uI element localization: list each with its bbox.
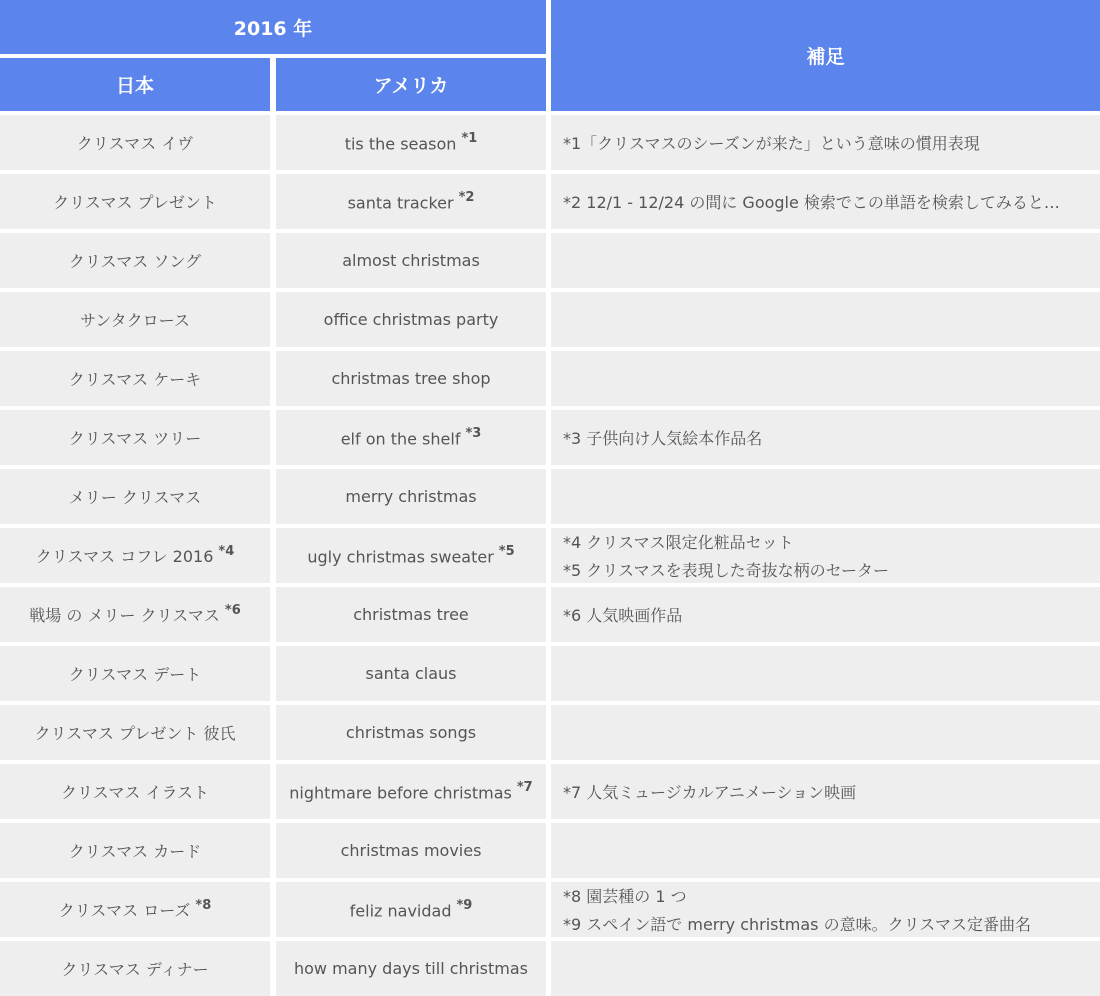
usa-term-cell [276, 351, 546, 406]
japan-term-text: クリスマス ケーキ [68, 370, 202, 389]
usa-term-text: tis the season [344, 134, 457, 154]
japan-term-text: クリスマス プレゼント [53, 193, 217, 212]
japan-term [53, 190, 217, 213]
note-cell [551, 705, 1100, 760]
note-lines [563, 131, 1094, 154]
usa-term-cell [276, 410, 546, 465]
usa-footnote-marker: *3 [465, 425, 482, 441]
usa-term-cell [276, 292, 546, 347]
japan-term-text: クリスマス ローズ [58, 901, 191, 920]
japan-term [29, 603, 240, 626]
japan-term-cell [0, 587, 270, 642]
note-cell [551, 764, 1100, 819]
japan-term-text: サンタクロース [80, 311, 190, 330]
note-line: *2 12/1 - 12/24 の間に Google 検索でこの単語を検索してみると… [563, 193, 1060, 212]
japan-term-text: クリスマス デート [68, 665, 202, 684]
usa-term-cell [276, 233, 546, 288]
japan-term [69, 662, 201, 685]
usa-term [366, 664, 457, 683]
note-cell [551, 292, 1100, 347]
note-cell [551, 174, 1100, 229]
japan-term [69, 367, 201, 390]
usa-footnote-marker: *2 [458, 189, 475, 205]
usa-column-label: アメリカ [373, 75, 449, 97]
note-cell [551, 528, 1100, 583]
notes-header [551, 0, 1100, 111]
usa-term-text: ugly christmas sweater [307, 547, 494, 567]
usa-term [350, 899, 473, 920]
japan-term [69, 839, 201, 862]
usa-term-cell [276, 941, 546, 996]
note-line: *8 園芸種の 1 つ [563, 887, 687, 906]
japan-term-cell [0, 646, 270, 701]
japan-term [59, 898, 212, 921]
note-line: *7 人気ミュージカルアニメーション映画 [563, 783, 857, 802]
note-cell [551, 941, 1100, 996]
japan-term-cell [0, 174, 270, 229]
note-cell [551, 823, 1100, 878]
japan-term-text: クリスマス カード [68, 842, 202, 861]
japan-term [69, 426, 201, 449]
note-line: *1「クリスマスのシーズンが来た」という意味の慣用表現 [563, 134, 980, 153]
note-lines [563, 190, 1094, 213]
note-line: *5 クリスマスを表現した奇抜な柄のセーター [563, 561, 889, 580]
usa-term-text: christmas songs [345, 723, 477, 742]
usa-term-text: how many days till christmas [293, 959, 529, 978]
note-lines [563, 426, 1094, 449]
japan-term-text: クリスマス ソング [68, 252, 202, 271]
usa-term-text: santa claus [365, 664, 457, 683]
japan-term-text: 戦場 の メリー クリスマス [29, 606, 220, 625]
usa-footnote-marker: *5 [498, 543, 515, 559]
usa-term [341, 841, 482, 860]
usa-footnote-marker: *1 [461, 130, 478, 146]
usa-term-text: almost christmas [342, 251, 480, 270]
usa-term [307, 545, 514, 566]
japan-term-cell [0, 764, 270, 819]
usa-term-cell [276, 823, 546, 878]
usa-footnote-marker: *7 [516, 779, 533, 795]
usa-term [345, 132, 478, 153]
japan-term [61, 957, 208, 980]
japan-term-cell [0, 469, 270, 524]
note-cell [551, 587, 1100, 642]
note-cell [551, 882, 1100, 937]
usa-term-cell [276, 646, 546, 701]
japan-term-cell [0, 351, 270, 406]
japan-term [61, 780, 209, 803]
japan-column-header [0, 58, 270, 111]
japan-footnote-marker: *8 [195, 897, 212, 913]
japan-term [35, 721, 236, 744]
japan-term [69, 249, 201, 272]
japan-term [77, 131, 193, 154]
usa-term-text: elf on the shelf [340, 429, 461, 449]
japan-term-cell [0, 233, 270, 288]
japan-term [80, 308, 190, 331]
usa-term-cell [276, 469, 546, 524]
usa-term-text: christmas tree shop [331, 369, 491, 388]
usa-term [331, 369, 490, 388]
note-cell [551, 351, 1100, 406]
japan-footnote-marker: *4 [218, 543, 235, 559]
japan-term-text: クリスマス イヴ [76, 134, 194, 153]
note-cell [551, 469, 1100, 524]
japan-column-label: 日本 [115, 75, 154, 97]
note-line: *6 人気映画作品 [563, 606, 683, 625]
japan-term-cell [0, 823, 270, 878]
japan-term-text: クリスマス ディナー [61, 960, 209, 979]
usa-term-text: christmas tree [353, 605, 469, 624]
japan-term-cell [0, 941, 270, 996]
notes-header-label: 補足 [806, 46, 845, 68]
japan-term-text: クリスマス ツリー [68, 429, 202, 448]
usa-term [341, 427, 482, 448]
usa-term-text: nightmare before christmas [289, 783, 512, 803]
usa-term-text: santa tracker [347, 193, 454, 213]
usa-term-cell [276, 587, 546, 642]
japan-term-cell [0, 292, 270, 347]
note-lines [563, 603, 1094, 626]
note-line: *9 スペイン語で merry christmas の意味。クリスマス定番曲名 [563, 915, 1031, 934]
note-cell [551, 410, 1100, 465]
usa-term [345, 487, 476, 506]
japan-term-text: クリスマス プレゼント 彼氏 [34, 724, 236, 743]
usa-footnote-marker: *9 [456, 897, 473, 913]
japan-footnote-marker: *6 [224, 602, 241, 618]
usa-term-cell [276, 528, 546, 583]
japan-term-cell [0, 882, 270, 937]
usa-term-text: feliz navidad [349, 901, 452, 921]
usa-term [348, 191, 475, 212]
japan-term-text: クリスマス イラスト [61, 783, 209, 802]
note-lines [563, 780, 1094, 803]
usa-term-cell [276, 882, 546, 937]
usa-term [324, 310, 499, 329]
note-line: *3 子供向け人気絵本作品名 [563, 429, 763, 448]
japan-term-cell [0, 410, 270, 465]
usa-term-cell [276, 174, 546, 229]
usa-term-cell [276, 764, 546, 819]
note-lines [563, 884, 1094, 935]
year-header [0, 0, 546, 54]
japan-term-text: メリー クリスマス [68, 488, 202, 507]
japan-term-cell [0, 705, 270, 760]
usa-term-cell [276, 705, 546, 760]
usa-term-text: office christmas party [323, 310, 499, 329]
usa-column-header [276, 58, 546, 111]
japan-term [36, 544, 234, 567]
japan-term [69, 485, 201, 508]
japan-term-cell [0, 528, 270, 583]
usa-term [289, 781, 532, 802]
usa-term [346, 723, 476, 742]
usa-term [294, 959, 528, 978]
note-cell [551, 646, 1100, 701]
usa-term [342, 251, 480, 270]
japan-term-text: クリスマス コフレ 2016 [35, 547, 214, 566]
note-lines [563, 530, 1094, 581]
year-header-label: 2016 年 [233, 17, 313, 40]
note-line: *4 クリスマス限定化粧品セット [563, 533, 794, 552]
usa-term [353, 605, 469, 624]
usa-term-text: christmas movies [340, 841, 482, 860]
note-cell [551, 115, 1100, 170]
usa-term-cell [276, 115, 546, 170]
japan-term-cell [0, 115, 270, 170]
usa-term-text: merry christmas [345, 487, 477, 506]
note-cell [551, 233, 1100, 288]
